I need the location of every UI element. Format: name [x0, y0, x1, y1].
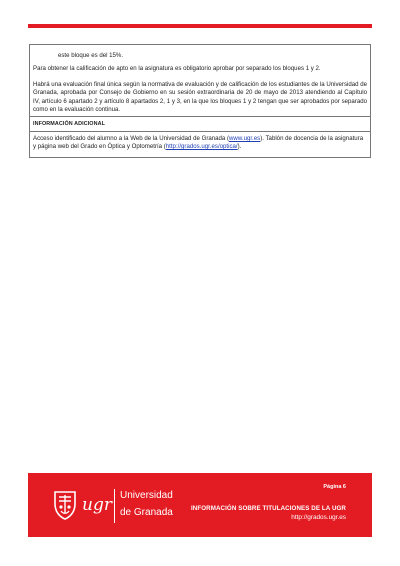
approval-paragraph: Para obtener la calificación de apto en la asignatura es obligatorio aprobar por separado los bloques 1 y 2. [33, 65, 321, 72]
ugr-logo [81, 491, 115, 517]
additional-text-3: ). [237, 143, 242, 151]
content-table [29, 44, 371, 158]
grados-optica-link[interactable]: http://grados.ugr.es/optica/ [165, 143, 238, 151]
additional-info-paragraph [33, 135, 367, 152]
university-name-line2: de Granada [120, 507, 173, 518]
additional-info-cell [30, 132, 370, 159]
final-evaluation-paragraph: Habrá una evaluación final única según la normativa de evaluación y de calificación de los estudiantes de la Universidad de Granada, aprobada por Consejo de Gobierno en su sesión extraordinaria de 20 de mayo de 2013 atendiendo al Capítulo IV, artículo 6 apartado 2 y artículo 8 apartados 2, 1 y 3, en la que los bloques 1 y 2 tengan que ser aprobados por separado como en la evaluación continua. [33, 81, 367, 113]
svg-text:ugr: ugr [82, 495, 112, 515]
additional-text-2: ). Tablón de docencia de la asignatura y página web del Grado en Óptica y Optometría ( [33, 135, 364, 151]
section-heading-cell [30, 117, 370, 132]
logo-divider [114, 489, 115, 523]
evaluation-cell [30, 45, 370, 117]
university-emblem-icon [52, 489, 78, 521]
header-rule [28, 24, 372, 28]
ugr-link[interactable]: www.ugr.es [229, 135, 261, 142]
continuation-paragraph: este bloque es del 15%. [58, 52, 124, 59]
university-name-line1: Universidad [120, 490, 173, 501]
footer-banner [28, 473, 372, 537]
page-number: Página 6 [323, 484, 346, 490]
section-heading: INFORMACIÓN ADICIONAL [33, 121, 105, 127]
footer-url[interactable]: http://grados.ugr.es [291, 514, 346, 521]
footer-title: INFORMACIÓN SOBRE TITULACIONES DE LA UGR [190, 505, 346, 512]
additional-text-1: Acceso identificado del alumno a la Web de la Universidad de Granada ( [33, 135, 230, 142]
